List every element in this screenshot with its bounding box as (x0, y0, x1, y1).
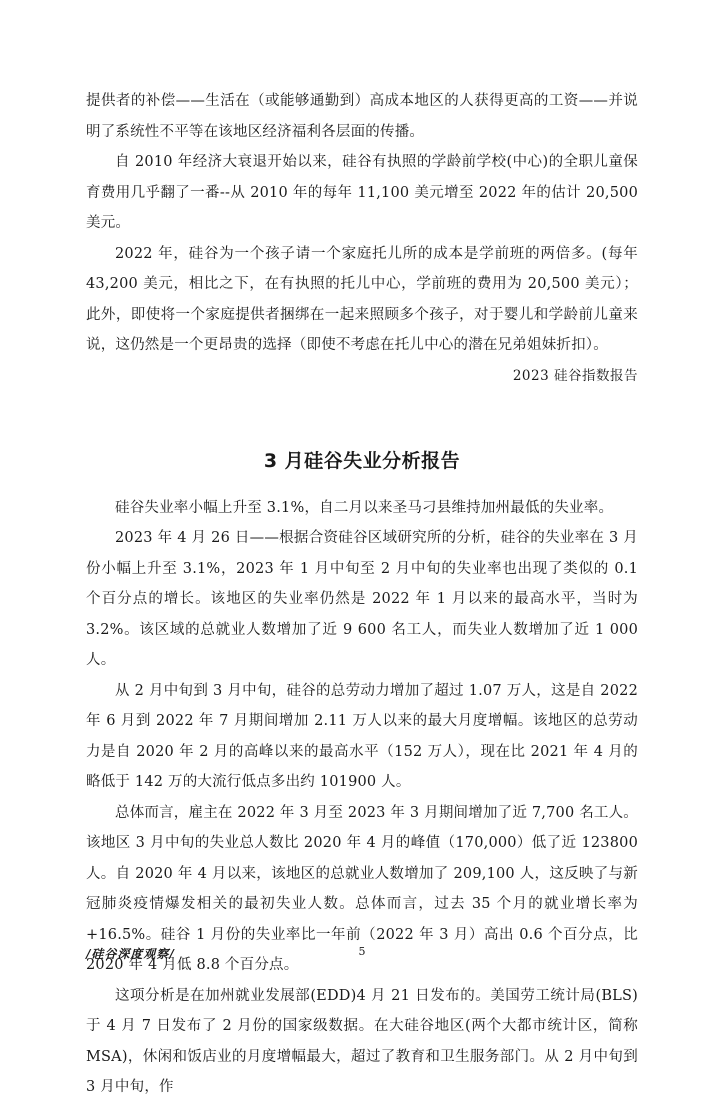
body-paragraph: 这项分析是在加州就业发展部(EDD)4 月 21 日发布的。美国劳工统计局(BLS)于 4 月 7 日发布了 2 月份的国家级数据。在大硅谷地区(两个大都市统计区，简称 MSA)，休闲和饭店业的月度增幅最大，超过了教育和卫生服务部门。从 2 月中旬到 3 月中旬，作 (86, 987, 638, 1095)
source-attribution: 2023 硅谷指数报告 (512, 367, 638, 384)
lead-paragraph: 硅谷失业率小幅上升至 3.1%，自二月以来圣马刁县维持加州最低的失业率。 (115, 499, 614, 516)
body-paragraph: 2022 年，硅谷为一个孩子请一个家庭托儿所的成本是学前班的两倍多。(每年 43,200 美元，相比之下，在有执照的托儿中心，学前班的费用为 20,500 美元）；此外，即使将一个家庭提供者捆绑在一起来照顾多个孩子，对于婴儿和学龄前儿童来说，这仍然是一个更昂贵的选择（即使不考虑在托儿中心的潜在兄弟姐妹折扣）。 (86, 245, 638, 353)
body-paragraph: 提供者的补偿——生活在（或能够通勤到）高成本地区的人获得更高的工资——并说明了系统性不平等在该地区经济福利各层面的传播。 (86, 93, 638, 140)
body-paragraph: 2023 年 4 月 26 日——根据合资硅谷区域研究所的分析，硅谷的失业率在 3 月份小幅上升至 3.1%，2023 年 1 月中旬至 2 月中旬的失业率也出现了类似的 0.1 个百分点的增长。该地区的失业率仍然是 2022 年 1 月以来的最高水平，当时为 3.2%。该区域的总就业人数增加了近 9 600 名工人，而失业人数增加了近 1 000 人。 (86, 530, 638, 668)
body-paragraph: 从 2 月中旬到 3 月中旬，硅谷的总劳动力增加了超过 1.07 万人，这是自 2022 年 6 月到 2022 年 7 月期间增加 2.11 万人以来的最大月度增幅。该地区的总劳动力是自 2020 年 2 月的高峰以来的最高水平（152 万人），现在比 2021 年 4 月的略低于 142 万的大流行低点多出约 101900 人。 (86, 682, 638, 790)
body-paragraph: 总体而言，雇主在 2022 年 3 月至 2023 年 3 月期间增加了近 7,700 名工人。该地区 3 月中旬的失业总人数比 2020 年 4 月的峰值（170,000）低了近 123800 人。自 2020 年 4 月以来，该地区的总就业人数增加了 209,100 人，这反映了与新冠肺炎疫情爆发相关的最初失业人数。总体而言，过去 35 个月的就业增长率为+16.5%。硅谷 1 月份的失业率比一年前（2022 年 3 月）高出 0.6 个百分点，比 2020 年 4 月低 8.8 个百分点。 (86, 804, 638, 973)
footer-publication-name: /硅谷深度观察/ (86, 947, 175, 961)
page-number: 5 (358, 945, 366, 958)
section-title: 3 月硅谷失业分析报告 (263, 449, 461, 472)
body-paragraph: 自 2010 年经济大衰退开始以来，硅谷有执照的学龄前学校(中心)的全职儿童保育费用几乎翻了一番--从 2010 年的每年 11,100 美元增至 2022 年的估计 20,500 美元。 (86, 154, 638, 231)
